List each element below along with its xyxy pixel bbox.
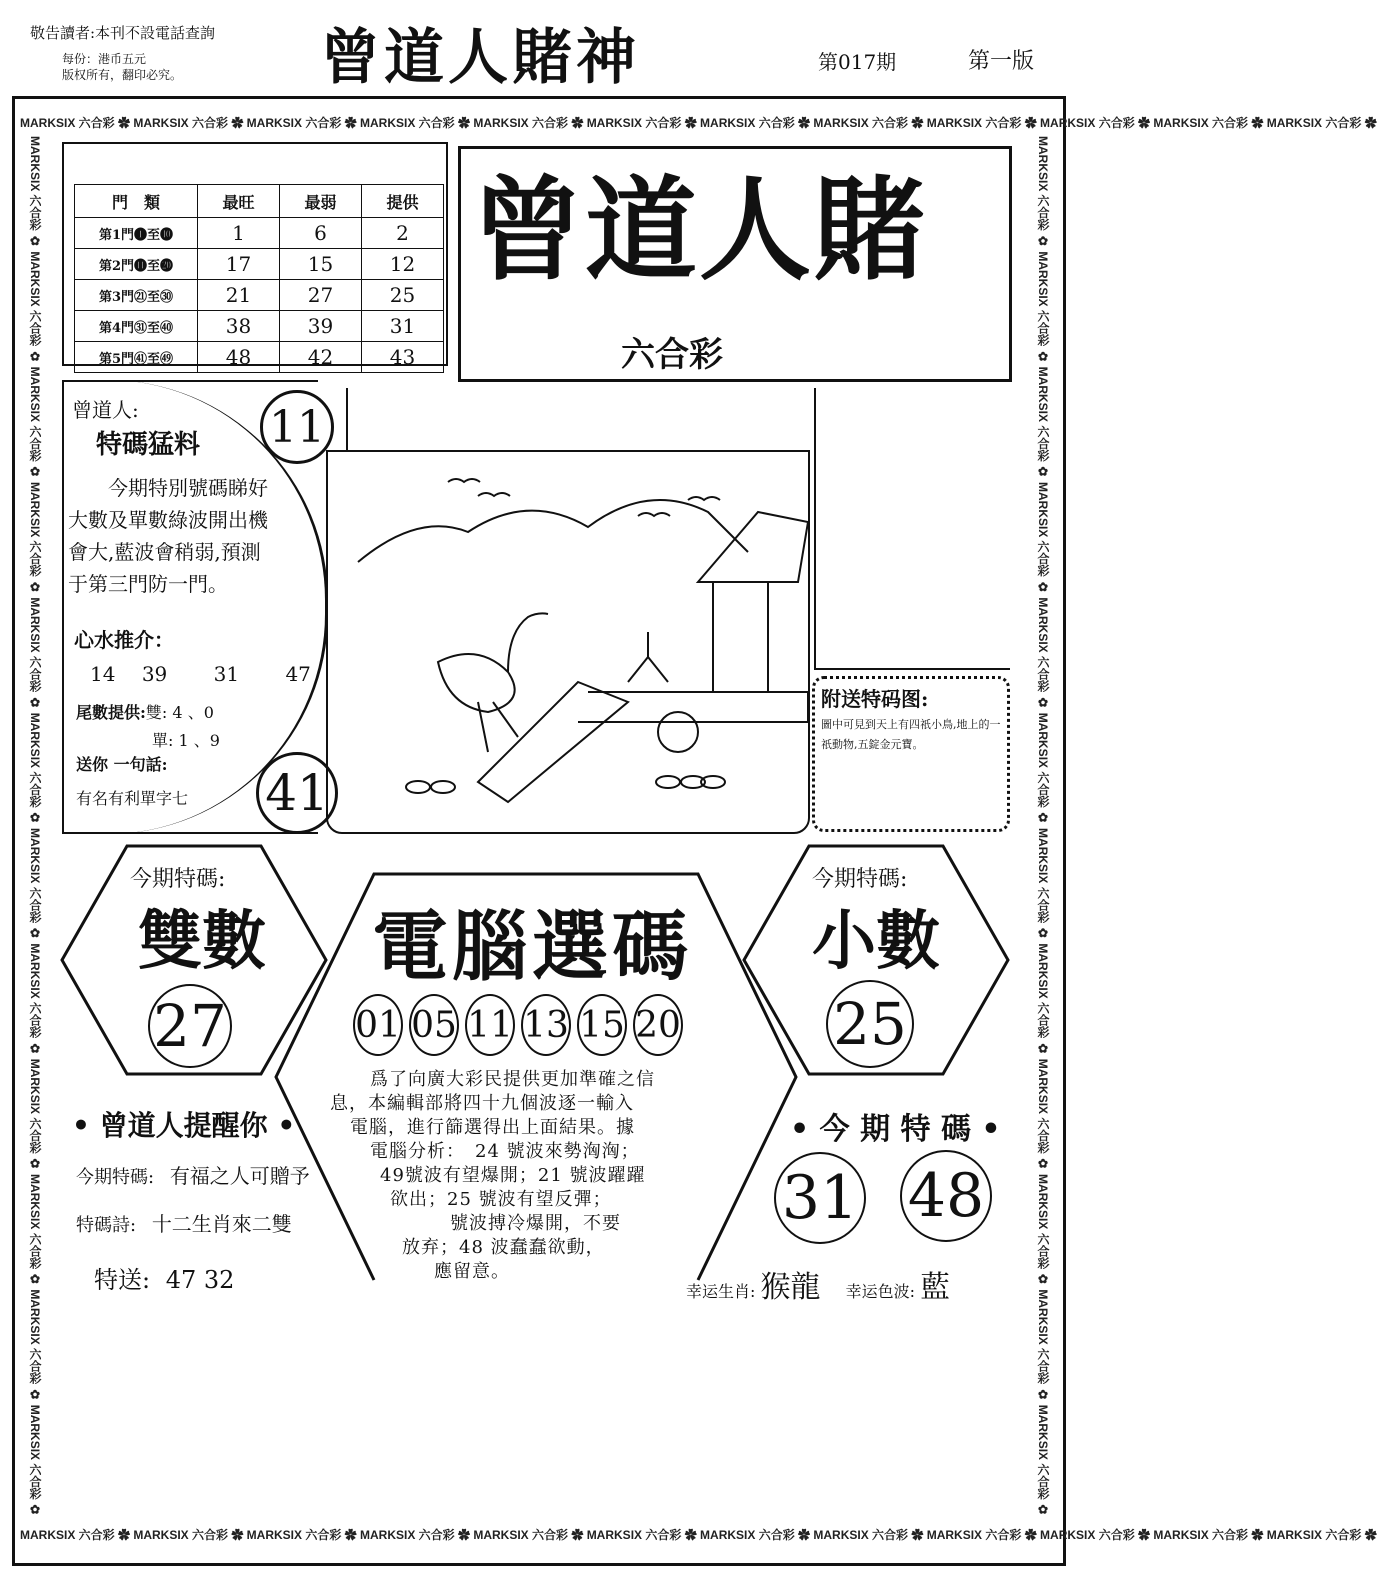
tips-line: 于第三門防一門。	[68, 572, 228, 596]
computer-number: 11	[465, 994, 515, 1056]
analysis-line: 欲出；25 號波有望反彈；	[390, 1189, 612, 1210]
heart-numbers	[90, 662, 311, 686]
marksix-strip-left: MARKSIX 六合彩 ✿ MARKSIX 六合彩 ✿ MARKSIX 六合彩 ✿ MARKSIX 六合彩 ✿ MARKSIX 六合彩 ✿ MARKSIX 六合彩 ✿ MARKSIX 六合彩 ✿ MARKSIX 六合彩 ✿ MARKSIX 六合彩 ✿ MARKSIX 六合彩 ✿ MARKSIX 六合彩 ✿ MARKSIX 六合彩 ✿	[28, 136, 42, 1517]
reminder-text: 十二生肖來二雙	[151, 1212, 292, 1236]
min-value: 27	[280, 280, 362, 311]
tips-line: 大數及單數綠波開出機	[68, 508, 268, 532]
ingot-icon	[656, 776, 680, 788]
pick-col-header: 提供	[362, 185, 444, 218]
door-label: 第3門㉑至㉚	[75, 280, 198, 311]
header-notice: 敬告讀者:本刊不設電話查詢	[30, 24, 216, 42]
header-copyright: 版权所有，翻印必究。	[62, 68, 183, 82]
computer-analysis	[330, 1068, 750, 1284]
right-special-label: 今期特碼:	[812, 867, 908, 892]
heart-title: 心水推介：	[74, 628, 174, 652]
computer-title: 電腦選碼	[372, 902, 692, 991]
max-value: 17	[198, 249, 280, 280]
computer-number: 01	[353, 994, 403, 1056]
analysis-line: 49號波有望爆開；21 號波躍躍	[380, 1165, 646, 1186]
marksix-strip-right: MARKSIX 六合彩 ✿ MARKSIX 六合彩 ✿ MARKSIX 六合彩 ✿ MARKSIX 六合彩 ✿ MARKSIX 六合彩 ✿ MARKSIX 六合彩 ✿ MARKSIX 六合彩 ✿ MARKSIX 六合彩 ✿ MARKSIX 六合彩 ✿ MARKSIX 六合彩 ✿ MARKSIX 六合彩 ✿ MARKSIX 六合彩 ✿	[1036, 136, 1050, 1517]
bird-icon	[478, 493, 510, 496]
door-label: 第4門㉛至㊵	[75, 311, 198, 342]
pick-value: 43	[362, 342, 444, 373]
mountain-line	[358, 500, 748, 562]
tips-line: 今期特別號碼睇好	[108, 476, 268, 500]
zodiac-label: 幸运生肖:	[686, 1282, 756, 1301]
reminder-label: 特碼詩:	[76, 1215, 137, 1236]
special-code-number	[900, 1150, 992, 1242]
tips-author: 曾道人:	[72, 398, 139, 422]
table-row	[75, 280, 444, 311]
reminder-label: 特送:	[94, 1266, 151, 1294]
computer-number: 15	[577, 994, 627, 1056]
right-special-word: 小數	[812, 904, 940, 979]
bird-icon	[688, 497, 720, 500]
illustration-box	[326, 450, 810, 834]
tail-odd-label: 單:	[152, 731, 174, 750]
reminder-label: 今期特碼:	[76, 1167, 155, 1188]
logo-subtitle: 六合彩	[621, 335, 723, 375]
door-label: 第1門❶至❿	[75, 218, 198, 249]
crane-neck	[508, 613, 548, 672]
picture-note-text: 圖中可見到天上有四祇小鳥,地上的一祇動物,五錠金元寶。	[821, 718, 1001, 751]
min-value: 15	[280, 249, 362, 280]
min-value: 6	[280, 218, 362, 249]
heart-number: 47	[285, 662, 311, 686]
marksix-strip-top: MARKSIX 六合彩 ✿ MARKSIX 六合彩 ✿ MARKSIX 六合彩 ✿ MARKSIX 六合彩 ✿ MARKSIX 六合彩 ✿ MARKSIX 六合彩 ✿ MARKSIX 六合彩 ✿ MARKSIX 六合彩 ✿ MARKSIX 六合彩 ✿ MARKSIX 六合彩 ✿ MARKSIX 六合彩 ✿ MARKSIX 六合彩 ✿	[20, 116, 1377, 130]
tail-even-label: 雙:	[145, 703, 168, 722]
picture-note-title: 附送特码图:	[821, 687, 929, 711]
header-price: 每份：港币五元	[62, 52, 147, 66]
min-value: 42	[280, 342, 362, 373]
table-row	[75, 218, 444, 249]
ramp	[478, 682, 628, 802]
tips-heading: 特碼猛料	[96, 430, 201, 460]
door-table-box	[62, 142, 448, 369]
page-title: 曾道人賭神	[320, 23, 640, 93]
pavilion-roof	[698, 512, 808, 582]
circle-number: 48	[907, 1161, 985, 1231]
computer-numbers	[350, 994, 686, 1056]
logo-box	[458, 146, 1012, 382]
tail-odd-value: 1 、9	[178, 731, 220, 750]
logo-title: 曾道人賭	[471, 166, 927, 296]
analysis-line: 應留意。	[434, 1261, 510, 1282]
left-special-number	[148, 984, 232, 1068]
marksix-strip-bottom: MARKSIX 六合彩 ✿ MARKSIX 六合彩 ✿ MARKSIX 六合彩 ✿ MARKSIX 六合彩 ✿ MARKSIX 六合彩 ✿ MARKSIX 六合彩 ✿ MARKSIX 六合彩 ✿ MARKSIX 六合彩 ✿ MARKSIX 六合彩 ✿ MARKSIX 六合彩 ✿ MARKSIX 六合彩 ✿ MARKSIX 六合彩 ✿	[20, 1528, 1377, 1542]
heart-number: 31	[213, 662, 240, 686]
tail-row-odd	[152, 728, 220, 751]
illustration-top-line	[346, 388, 360, 452]
illustration-drawing	[328, 452, 808, 832]
max-value: 48	[198, 342, 280, 373]
analysis-line: 爲了向廣大彩民提供更加準確之信	[370, 1069, 655, 1090]
heart-number: 14	[90, 662, 116, 686]
tail-even-value: 4 、0	[172, 703, 214, 722]
issue-number: 第017期	[818, 50, 897, 74]
table-row	[75, 342, 444, 373]
analysis-line: 放弃；48 波蠢蠢欲動，	[402, 1237, 605, 1258]
bird-icon	[448, 479, 480, 482]
edition: 第一版	[968, 49, 1035, 74]
reminder-title: • 曾道人提醒你 •	[72, 1109, 296, 1142]
door-table	[74, 184, 444, 373]
analysis-line: 號波搏冷爆開，不要	[450, 1213, 621, 1234]
table-row	[75, 311, 444, 342]
crane-body	[438, 654, 515, 712]
wave-label: 幸运色波:	[845, 1282, 915, 1301]
reminder-line-3	[94, 1260, 234, 1295]
picture-note-box	[812, 676, 1010, 832]
pick-value: 31	[362, 311, 444, 342]
circle-number: 31	[781, 1163, 859, 1233]
moon-icon	[658, 712, 698, 752]
gift-text: 有名有利單字七	[76, 789, 189, 808]
gift-label: 送你 一句話:	[76, 755, 168, 774]
circle-number: 25	[833, 990, 907, 1058]
left-special-label: 今期特碼:	[130, 867, 226, 892]
min-col-header: 最弱	[280, 185, 362, 218]
min-value: 39	[280, 311, 362, 342]
tips-circle-top	[260, 390, 334, 464]
door-table-header	[75, 185, 444, 218]
computer-number: 20	[633, 994, 683, 1056]
zodiac-value: 猴龍	[760, 1270, 821, 1305]
max-col-header: 最旺	[198, 185, 280, 218]
tail-row-even	[76, 700, 214, 723]
door-label: 第5門㊶至㊾	[75, 342, 198, 373]
left-special-word: 雙數	[138, 904, 266, 979]
analysis-line: 電腦分析： 24 號波來勢洶洶；	[370, 1141, 640, 1162]
max-value: 1	[198, 218, 280, 249]
table-row	[75, 249, 444, 280]
picture-note-frame	[814, 388, 1010, 670]
max-value: 38	[198, 311, 280, 342]
zodiac-row	[686, 1262, 950, 1306]
heart-number: 39	[141, 662, 168, 686]
circle-number: 27	[153, 992, 227, 1060]
tail-label: 尾數提供:	[76, 703, 146, 722]
reminder-text: 47 32	[165, 1266, 235, 1294]
right-special-number	[826, 980, 914, 1068]
tips-line: 會大,藍波會稍弱,預測	[68, 540, 261, 564]
computer-number: 05	[409, 994, 459, 1056]
circle-number: 41	[265, 764, 329, 822]
door-col-header: 門 類	[75, 185, 198, 218]
pick-value: 2	[362, 218, 444, 249]
pick-value: 25	[362, 280, 444, 311]
max-value: 21	[198, 280, 280, 311]
wave-value: 藍	[920, 1270, 951, 1305]
crane-leg	[478, 702, 488, 752]
plant-icon	[628, 632, 668, 682]
special-code-title: • 今 期 特 碼 •	[790, 1112, 1001, 1147]
reminder-text: 有福之人可贈予	[169, 1164, 310, 1188]
special-code-number	[774, 1152, 866, 1244]
reminder-line-2	[76, 1208, 292, 1237]
analysis-line: 電腦，進行篩選得出上面結果。據	[350, 1117, 635, 1138]
bird-icon	[638, 513, 670, 516]
pick-value: 12	[362, 249, 444, 280]
ingot-icon	[406, 781, 430, 793]
ingot-icon	[431, 781, 455, 793]
tips-body	[68, 472, 268, 600]
crane-leg	[493, 702, 518, 737]
computer-number: 13	[521, 994, 571, 1056]
circle-number: 11	[269, 401, 325, 453]
header	[0, 0, 1080, 96]
door-label: 第2門⓫至⓴	[75, 249, 198, 280]
analysis-line: 息，本編輯部將四十九個波逐一輸入	[330, 1093, 634, 1114]
reminder-line-1	[76, 1160, 310, 1189]
